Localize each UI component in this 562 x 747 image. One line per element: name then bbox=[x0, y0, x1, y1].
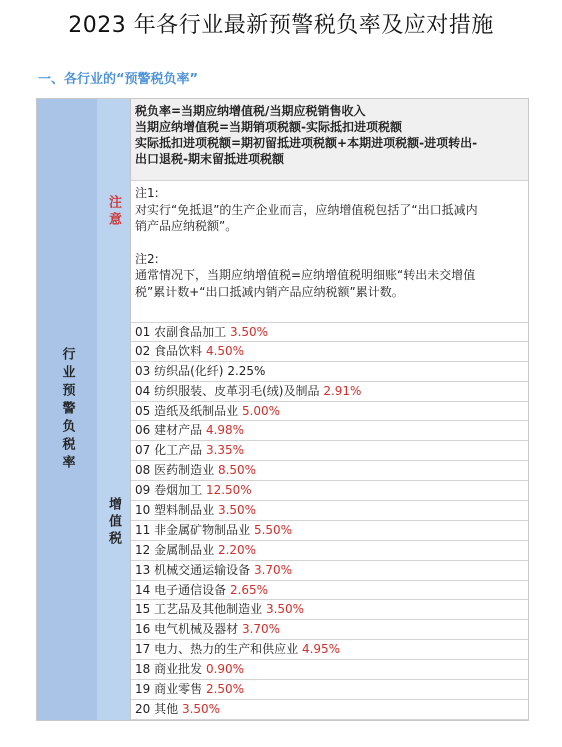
industry-row bbox=[131, 521, 528, 541]
industry-row bbox=[131, 481, 528, 501]
industry-name: 商业批发 bbox=[154, 662, 203, 677]
industry-number: 14 bbox=[135, 582, 151, 597]
note2-line: 税”累计数+“出口抵减内销产品应纳税额”累计数。 bbox=[135, 284, 404, 299]
industry-rate: 3.50% bbox=[265, 602, 305, 617]
industry-number: 20 bbox=[135, 701, 151, 716]
formula-line: 实际抵扣进项税额=期初留抵进项税额+本期进项税额-进项转出- bbox=[135, 136, 478, 150]
note2-line: 通常情况下，当期应纳增值税=应纳增值税明细账“转出未交增值 bbox=[135, 268, 476, 282]
industry-rate: 0.90% bbox=[205, 662, 245, 677]
industry-name: 农副食品加工 bbox=[154, 325, 227, 339]
note-label: 注意 bbox=[106, 195, 121, 229]
industry-rate: 2.50% bbox=[205, 682, 245, 697]
industry-rate: 3.70% bbox=[253, 562, 293, 577]
industry-number: 18 bbox=[135, 662, 151, 677]
industry-name: 电力、热力的生产和供应业 bbox=[154, 642, 299, 657]
industry-number: 02 bbox=[135, 343, 151, 358]
industry-row bbox=[131, 680, 528, 700]
industry-rate: 2.91% bbox=[323, 383, 362, 398]
industry-row bbox=[131, 640, 528, 660]
industry-name: 食品饮料 bbox=[154, 343, 203, 358]
industry-row bbox=[131, 700, 528, 720]
industry-row bbox=[131, 342, 528, 362]
section-heading: 一、各行业的“预警税负率” bbox=[38, 72, 199, 87]
industry-rate: 3.70% bbox=[241, 622, 281, 637]
industry-number: 07 bbox=[135, 443, 151, 458]
industry-name: 造纸及纸制品业 bbox=[154, 403, 239, 418]
industry-rate: 2.20% bbox=[217, 542, 257, 557]
industry-number: 10 bbox=[135, 503, 151, 518]
industry-row bbox=[131, 541, 528, 561]
industry-name: 纺织服装、皮革羽毛(绒)及制品 bbox=[154, 383, 320, 398]
industry-number: 03 bbox=[135, 363, 151, 378]
industry-rate: 4.50% bbox=[205, 343, 245, 358]
industry-name: 电子通信设备 bbox=[154, 582, 227, 597]
industry-number: 17 bbox=[135, 642, 151, 657]
industry-rate: 3.50% bbox=[217, 503, 257, 518]
industry-name: 其他 bbox=[154, 701, 179, 716]
industry-row bbox=[131, 501, 528, 521]
industry-rate: 2.65% bbox=[229, 582, 269, 597]
industry-number: 12 bbox=[135, 542, 151, 557]
industry-number: 05 bbox=[135, 403, 151, 418]
industry-row bbox=[131, 421, 528, 441]
industry-number: 06 bbox=[135, 423, 151, 438]
industry-name: 金属制品业 bbox=[154, 542, 215, 557]
industry-name: 化工产品 bbox=[154, 443, 203, 458]
industry-warning-column bbox=[37, 99, 98, 720]
formula-line: 税负率=当期应纳增值税/当期应税销售收入 bbox=[135, 104, 366, 118]
industry-warning-label: 行业预警负税率 bbox=[59, 346, 75, 473]
industry-number: 16 bbox=[135, 622, 151, 637]
industry-name: 卷烟加工 bbox=[154, 483, 203, 498]
industry-name: 机械交通运输设备 bbox=[154, 562, 251, 577]
industry-rate: 3.50% bbox=[181, 701, 221, 716]
category-column bbox=[97, 99, 131, 720]
industry-rate: 8.50% bbox=[217, 463, 257, 478]
industry-rate: 3.35% bbox=[205, 443, 245, 458]
note1-title: 注1: bbox=[135, 186, 159, 200]
page-title: 2023 年各行业最新预警税负率及应对措施 bbox=[68, 13, 494, 38]
industry-row bbox=[131, 322, 528, 342]
industry-name: 电气机械及器材 bbox=[154, 622, 239, 637]
industry-rate: 4.95% bbox=[301, 642, 341, 657]
industry-rate: 5.00% bbox=[241, 403, 281, 418]
industry-number: 01 bbox=[135, 325, 151, 339]
industry-row bbox=[131, 441, 528, 461]
content-column bbox=[131, 99, 528, 720]
industry-row bbox=[131, 461, 528, 481]
industry-row bbox=[131, 561, 528, 581]
formula-line: 当期应纳增值税=当期销项税额-实际抵扣进项税额 bbox=[135, 120, 403, 134]
industry-name: 纺织品(化纤) bbox=[154, 363, 224, 378]
industry-name: 商业零售 bbox=[154, 682, 203, 697]
note1-line: 销产品应纳税额”。 bbox=[135, 219, 238, 233]
industry-number: 15 bbox=[135, 602, 151, 617]
industry-rate: 4.98% bbox=[205, 423, 245, 438]
industry-number: 13 bbox=[135, 562, 151, 577]
industry-rate-list bbox=[131, 322, 528, 720]
tax-table bbox=[36, 98, 529, 721]
industry-number: 09 bbox=[135, 483, 151, 498]
industry-row bbox=[131, 660, 528, 680]
industry-rate: 5.50% bbox=[253, 522, 293, 537]
industry-rate: 12.50% bbox=[205, 483, 252, 498]
industry-name: 非金属矿物制品业 bbox=[154, 522, 251, 537]
industry-row bbox=[131, 382, 528, 402]
industry-number: 04 bbox=[135, 383, 151, 398]
industry-rate: 2.25% bbox=[227, 363, 266, 378]
industry-name: 工艺品及其他制造业 bbox=[154, 602, 263, 617]
vat-label: 增值税 bbox=[106, 496, 121, 548]
industry-row bbox=[131, 402, 528, 422]
industry-row bbox=[131, 581, 528, 601]
industry-rate: 3.50% bbox=[229, 325, 269, 339]
note1-line: 对实行“免抵退”的生产企业而言，应纳增值税包括了“出口抵减内 bbox=[135, 202, 478, 217]
industry-name: 建材产品 bbox=[154, 423, 203, 438]
formula-line: 出口退税-期末留抵进项税额 bbox=[135, 152, 284, 166]
industry-number: 11 bbox=[135, 522, 151, 537]
industry-name: 医药制造业 bbox=[154, 463, 215, 478]
industry-number: 19 bbox=[135, 682, 151, 697]
industry-row bbox=[131, 362, 528, 382]
industry-row bbox=[131, 600, 528, 620]
note2-title: 注2: bbox=[135, 251, 159, 266]
formula-block bbox=[131, 99, 528, 181]
industry-name: 塑料制品业 bbox=[154, 503, 215, 518]
industry-number: 08 bbox=[135, 463, 151, 478]
industry-row bbox=[131, 620, 528, 640]
